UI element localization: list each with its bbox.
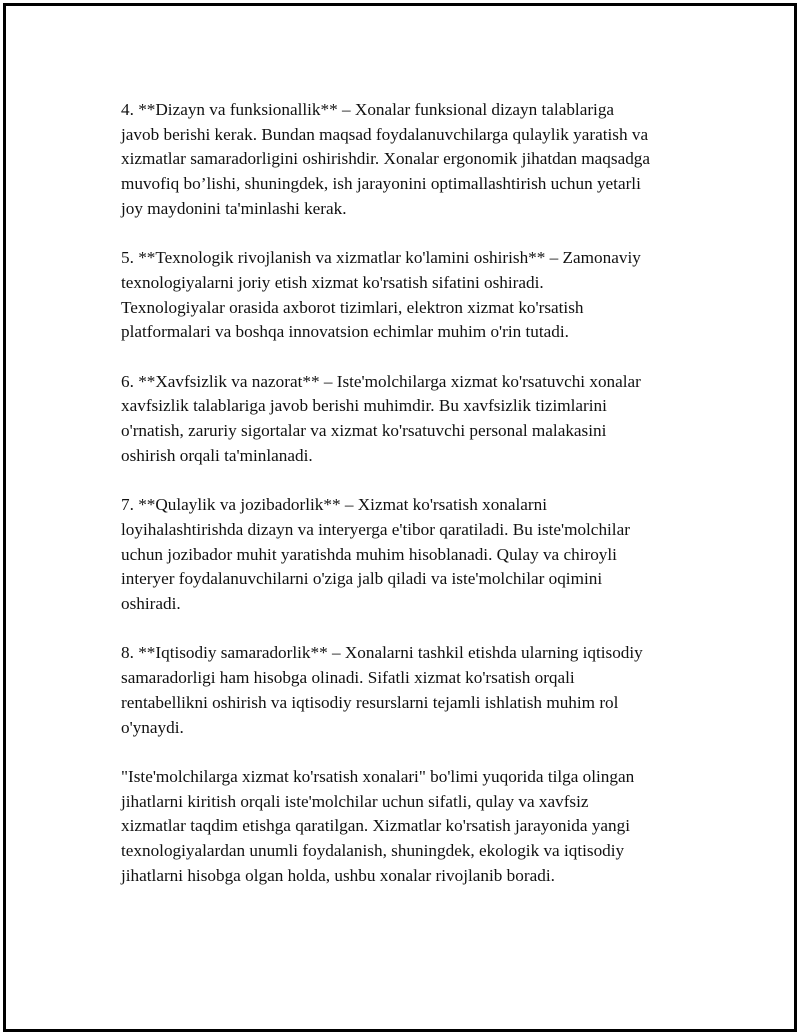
paragraph-design-functionality: 4. **Dizayn va funksionallik** – Xonalar funksional dizayn talablariga javob berishi kerak. Bundan maqsad foydalanuvchilarga qulaylik yaratish va xizmatlar samaradorligini oshirishdir. Xonalar ergonomik jihatdan maqsadga muvofiq bo’lishi, shuningdek, ish jarayonini optimallashtirish uchun yetarli joy maydonini ta'minlashi kerak. bbox=[121, 100, 651, 218]
paragraph-technology-development: 5. **Texnologik rivojlanish va xizmatlar ko'lamini oshirish** – Zamonaviy texnologiyalarni joriy etish xizmat ko'rsatish sifatini oshiradi. Texnologiyalar orasida axborot tizimlari, elektron xizmat ko'rsatish platformalari va boshqa innovatsion echimlar muhim o'rin tutadi. bbox=[121, 248, 641, 342]
paragraph-conclusion: "Iste'molchilarga xizmat ko'rsatish xonalari" bo'limi yuqorida tilga olingan jihatlarni kiritish orqali iste'molchilar uchun sifatli, qulay va xavfsiz xizmatlar taqdim etishga qaratilgan. Xizmatlar ko'rsatish jarayonida yangi texnologiyalardan unumli foydalanish, shuningdek, ekologik va iqtisodiy jihatlarni hisobga olgan holda, ushbu xonalar rivojlanib boradi. bbox=[121, 766, 635, 885]
paragraph-safety-control: 6. **Xavfsizlik va nazorat** – Iste'molchilarga xizmat ko'rsatuvchi xonalar xavfsizlik talablariga javob berishi muhimdir. Bu xavfsizlik tizimlarini o'rnatish, zaruriy sigortalar va xizmat ko'rsatuvchi personal malakasini oshirish orqali ta'minlanadi. bbox=[121, 371, 641, 465]
document-body bbox=[121, 98, 711, 913]
paragraph-comfort-attractiveness: 7. **Qulaylik va jozibadorlik** – Xizmat ko'rsatish xonalarni loyihalashtirishda dizayn va interyerga e'tibor qaratiladi. Bu iste'molchilar uchun jozibador muhit yaratishda muhim hisoblanadi. Qulay va chiroyli interyer foydalanuvchilarni o'ziga jalb qiladi va iste'molchilar oqimini oshiradi. bbox=[121, 495, 630, 614]
paragraph-economic-efficiency: 8. **Iqtisodiy samaradorlik** – Xonalarni tashkil etishda ularning iqtisodiy samaradorligi ham hisobga olinadi. Sifatli xizmat ko'rsatish orqali rentabellikni oshirish va iqtisodiy resurslarni tejamli ishlatish muhim rol o'ynaydi. bbox=[121, 643, 643, 737]
page-border bbox=[3, 3, 797, 1032]
